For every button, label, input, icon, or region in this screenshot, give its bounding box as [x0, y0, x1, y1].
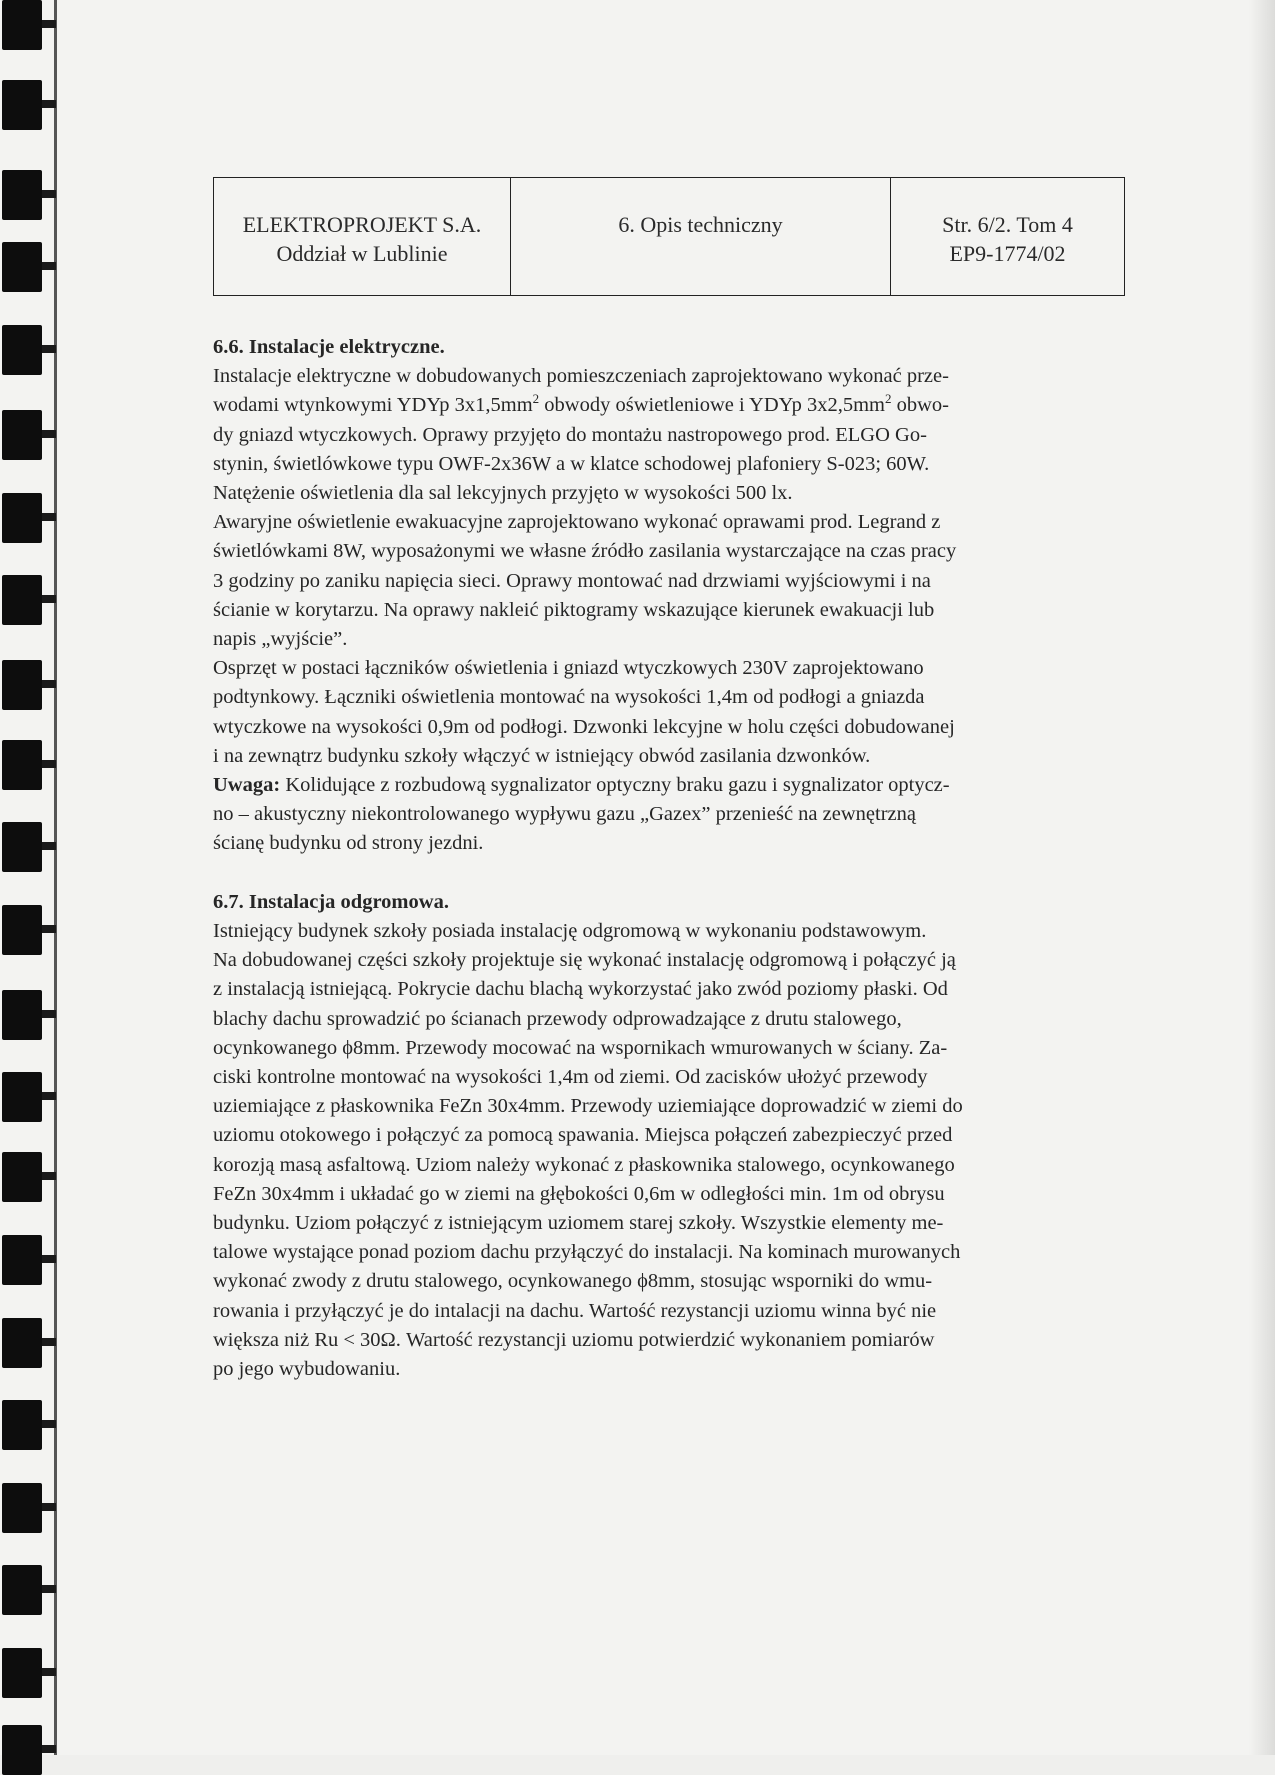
binding-hole — [2, 1565, 42, 1615]
document-body — [213, 333, 1115, 1384]
superscript: 2 — [532, 391, 540, 407]
binding-hole — [2, 905, 42, 955]
header-page-number: Str. 6/2. Tom 4 — [942, 212, 1073, 237]
text-line: stynin, świetlówkowe typu OWF-2x36W a w klatce schodowej plafoniery S-023; 60W. — [213, 452, 930, 475]
text-line: FeZn 30x4mm i układać go w ziemi na głębokości 0,6m w odległości min. 1m od obrysu — [213, 1182, 945, 1205]
binding-hole — [2, 1483, 42, 1533]
text-line: ścianę budynku od strony jezdni. — [213, 832, 484, 855]
uwaga-label: Uwaga: — [213, 774, 281, 797]
text-line: świetlówkami 8W, wyposażonymi we własne źródło zasilania wystarczające na czas pracy — [213, 540, 957, 563]
text-line: ocynkowanego ϕ8mm. Przewody mocować na wspornikach wmurowanych w ściany. Za- — [213, 1036, 948, 1059]
text-line: ścianie w korytarzu. Na oprawy nakleić piktogramy wskazujące kierunek ewakuacji lub — [213, 598, 935, 621]
binding-hole — [2, 410, 42, 460]
binding-hole — [2, 1725, 42, 1775]
binding-hole — [2, 80, 42, 130]
header-section-cell — [511, 178, 891, 295]
document-header-table — [213, 177, 1125, 296]
section-spacer — [213, 859, 1115, 888]
text-line: Awaryjne oświetlenie ewakuacyjne zaprojektowano wykonać oprawami prod. Legrand z — [213, 511, 941, 534]
binding-hole — [2, 1152, 42, 1202]
text-fragment: obwo- — [891, 394, 949, 417]
text-line: podtynkowy. Łączniki oświetlenia montować na wysokości 1,4m od podłogi a gniazda — [213, 686, 925, 709]
text-line: korozją masą asfaltową. Uziom należy wykonać z płaskownika stalowego, ocynkowanego — [213, 1153, 955, 1176]
text-line: talowe wystające ponad poziom dachu przyłączyć do instalacji. Na kominach murowanych — [213, 1241, 961, 1264]
text-line: większa niż Ru < 30Ω. Wartość rezystancji uziomu potwierdzić wykonaniem pomiarów — [213, 1328, 935, 1351]
superscript: 2 — [884, 391, 892, 407]
binding-hole — [2, 1648, 42, 1698]
header-company-branch: Oddział w Lublinie — [276, 241, 448, 266]
page-edge-shadow — [1249, 0, 1275, 1755]
binding-hole — [2, 1235, 42, 1285]
text-line: Istniejący budynek szkoły posiada instalację odgromową w wykonaniu podstawowym. — [213, 920, 927, 943]
spiral-binding — [0, 0, 70, 1755]
uwaga-note-line — [213, 771, 1115, 800]
text-line-with-superscript — [213, 391, 1115, 420]
text-fragment: obwody oświetleniowe i YDYp 3x2,5mm — [539, 394, 885, 417]
text-line: 3 godziny po zaniku napięcia sieci. Oprawy montować nad drzwiami wyjściowymi i na — [213, 569, 931, 592]
text-line: ciski kontrolne montować na wysokości 1,4m od ziemi. Od zacisków ułożyć przewody — [213, 1066, 928, 1089]
binding-hole — [2, 325, 42, 375]
text-line: blachy dachu sprowadzić po ścianach przewody odprowadzające z drutu stalowego, — [213, 1007, 902, 1030]
section-6-6-heading: 6.6. Instalacje elektryczne. — [213, 336, 445, 358]
binding-hole — [2, 242, 42, 292]
text-line: wtyczkowe na wysokości 0,9m od podłogi. Dzwonki lekcyjne w holu części dobudowanej — [213, 715, 955, 738]
text-fragment: Kolidujące z rozbudową sygnalizator optyczny braku gazu i sygnalizator optycz- — [280, 774, 950, 797]
text-line: Natężenie oświetlenia dla sal lekcyjnych przyjęto w wysokości 500 lx. — [213, 482, 793, 505]
text-line: uziomu otokowego i połączyć za pomocą spawania. Miejsca połączeń zabezpieczyć przed — [213, 1124, 953, 1147]
text-line: Osprzęt w postaci łączników oświetlenia i gniazd wtyczkowych 230V zaprojektowano — [213, 657, 924, 680]
text-line: dy gniazd wtyczkowych. Oprawy przyjęto do montażu nastropowego prod. ELGO Go- — [213, 423, 927, 446]
text-line: i na zewnątrz budynku szkoły włączyć w istniejący obwód zasilania dzwonków. — [213, 744, 871, 767]
header-company-name: ELEKTROPROJEKT S.A. — [242, 212, 482, 237]
binding-hole — [2, 740, 42, 790]
text-fragment: wodami wtynkowymi YDYp 3x1,5mm — [213, 394, 533, 417]
binding-hole — [2, 1072, 42, 1122]
header-page-cell — [891, 178, 1124, 295]
text-line: wykonać zwody z drutu stalowego, ocynkowanego ϕ8mm, stosując wsporniki do wmu- — [213, 1270, 933, 1293]
binding-hole — [2, 0, 42, 50]
text-line: Na dobudowanej części szkoły projektuje się wykonać instalację odgromową i połączyć ją — [213, 949, 956, 972]
binding-hole — [2, 990, 42, 1040]
section-6-7-heading: 6.7. Instalacja odgromowa. — [213, 890, 449, 913]
binding-hole — [2, 1318, 42, 1368]
header-company-cell — [214, 178, 511, 295]
binding-hole — [2, 575, 42, 625]
binding-hole — [2, 170, 42, 220]
binding-hole — [2, 822, 42, 872]
header-document-code: EP9-1774/02 — [949, 241, 1066, 266]
header-section-title: 6. Opis techniczny — [618, 212, 783, 237]
binding-hole — [2, 660, 42, 710]
text-line: po jego wybudowaniu. — [213, 1358, 401, 1381]
text-line: uziemiające z płaskownika FeZn 30x4mm. Przewody uziemiające doprowadzić w ziemi do — [213, 1095, 963, 1118]
text-line: no – akustyczny niekontrolowanego wypływu gazu „Gazex” przenieść na zewnętrzną — [213, 803, 916, 826]
text-line: budynku. Uziom połączyć z istniejącym uziomem starej szkoły. Wszystkie elementy me- — [213, 1212, 944, 1235]
text-line: Instalacje elektryczne w dobudowanych pomieszczeniach zaprojektowano wykonać prze- — [213, 365, 949, 388]
text-line: rowania i przyłączyć je do intalacji na dachu. Wartość rezystancji uziomu winna być nie — [213, 1299, 937, 1322]
binding-hole — [2, 1400, 42, 1450]
binding-hole — [2, 493, 42, 543]
text-line: z instalacją istniejącą. Pokrycie dachu blachą wykorzystać jako zwód poziomy płaski. Od — [213, 978, 948, 1001]
text-line: napis „wyjście”. — [213, 628, 348, 651]
